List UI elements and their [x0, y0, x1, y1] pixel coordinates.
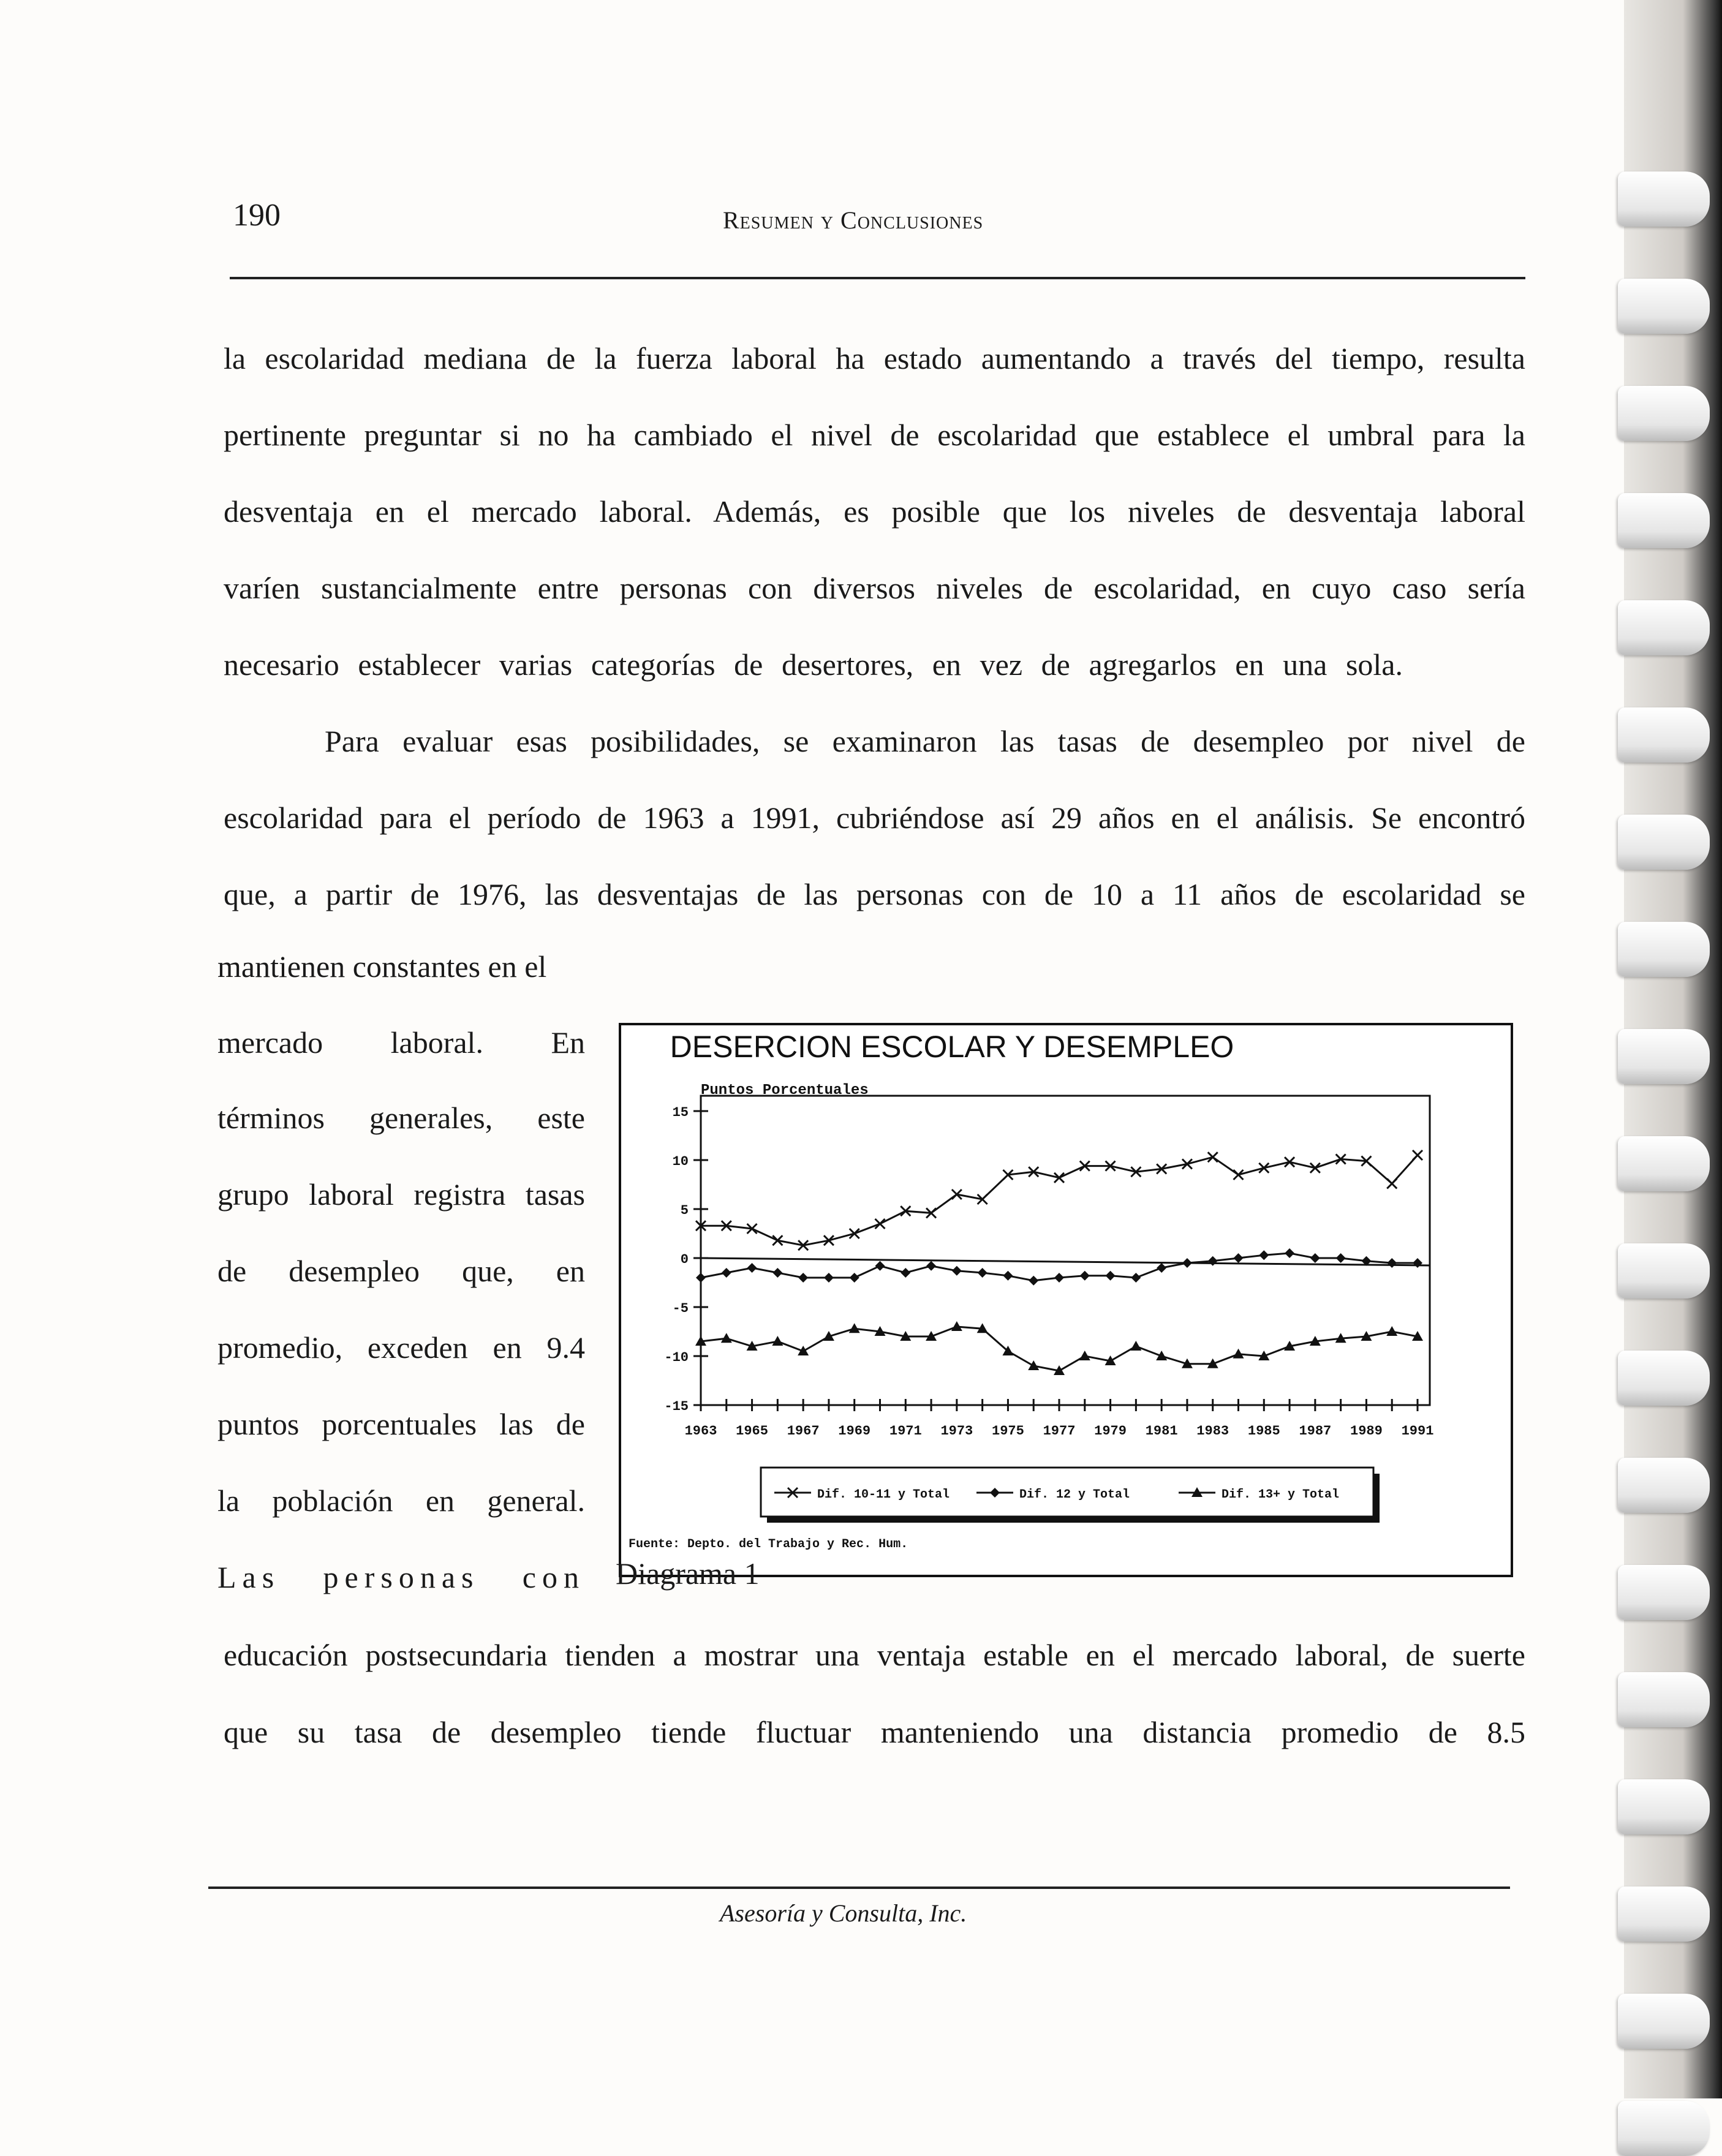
y-tick-label: 5	[680, 1203, 689, 1218]
series-2-point	[772, 1268, 782, 1278]
x-tick-label: 1977	[1043, 1423, 1076, 1439]
binding-ring	[1618, 922, 1710, 977]
series-3-point	[1028, 1360, 1039, 1370]
running-head: Resumen y Conclusiones	[723, 206, 984, 234]
binding-ring	[1618, 2101, 1710, 2156]
wrap-line: mercado laboral. En	[217, 1025, 585, 1060]
series-2-point	[978, 1268, 988, 1278]
x-tick-label: 1969	[838, 1423, 871, 1439]
legend-label-2: Dif. 12 y Total	[1019, 1488, 1130, 1502]
y-tick-label: -10	[664, 1350, 689, 1365]
series-2-point	[1234, 1253, 1244, 1263]
binding-ring	[1618, 1887, 1710, 1942]
plot-frame	[701, 1096, 1430, 1405]
series-2-point	[901, 1268, 910, 1278]
body-line: que su tasa de desempleo tiende fluctuar manteniendo una distancia promedio de 8.5	[224, 1715, 1525, 1749]
line-chart	[621, 1025, 1511, 1575]
series-2-point	[798, 1273, 808, 1283]
series-2-point	[875, 1261, 885, 1271]
body-line: escolaridad para el período de 1963 a 1991, cubriéndose así 29 años en el análisis. Se encontró	[224, 801, 1525, 835]
body-line: Para evaluar esas posibilidades, se examinaron las tasas de desempleo por nivel de	[325, 724, 1525, 758]
body-line: que, a partir de 1976, las desventajas de las personas con de 10 a 11 años de escolaridad se	[224, 877, 1525, 911]
zero-line	[701, 1258, 1430, 1265]
series-3-point	[1386, 1326, 1397, 1336]
series-2-point	[722, 1268, 731, 1278]
wrap-line: promedio, exceden en 9.4	[217, 1330, 585, 1365]
series-2-point	[1259, 1250, 1269, 1260]
series-2-point	[1208, 1256, 1218, 1266]
binding-ring	[1618, 1351, 1710, 1406]
x-tick-label: 1989	[1350, 1423, 1383, 1439]
series-2-point	[1106, 1271, 1116, 1281]
binding-ring	[1618, 1565, 1710, 1620]
series-3-point	[1079, 1351, 1090, 1360]
binding-ring	[1618, 1458, 1710, 1513]
x-tick-label: 1981	[1145, 1423, 1178, 1439]
series-2-point	[1131, 1273, 1141, 1283]
series-1-point	[875, 1219, 885, 1229]
body-line: varíen sustancialmente entre personas con diversos niveles de escolaridad, en cuyo caso sería	[224, 571, 1525, 605]
series-2-point	[1336, 1253, 1346, 1263]
chart-source: Fuente: Depto. del Trabajo y Rec. Hum.	[629, 1537, 908, 1551]
body-line: necesario establecer varias categorías de desertores, en vez de agregarlos en una sola.	[224, 647, 1403, 682]
wrap-line: de desempleo que, en	[217, 1254, 585, 1288]
binding-ring	[1618, 386, 1710, 441]
header-rule	[230, 277, 1525, 279]
series-2-point	[952, 1266, 962, 1276]
y-tick-label: -5	[672, 1301, 689, 1316]
chart-figure	[619, 1023, 1513, 1577]
x-tick-label: 1985	[1247, 1423, 1280, 1439]
binding-ring	[1618, 1994, 1710, 2049]
series-2-point	[1054, 1273, 1064, 1283]
series-3-point	[849, 1323, 860, 1333]
x-tick-label: 1967	[787, 1423, 820, 1439]
y-tick-label: 10	[672, 1154, 689, 1169]
series-1-point	[1387, 1178, 1397, 1188]
series-2-point	[1080, 1271, 1090, 1281]
y-tick-label: -15	[664, 1399, 689, 1414]
series-2-point	[1285, 1248, 1294, 1258]
footer: Asesoría y Consulta, Inc.	[720, 1899, 967, 1927]
series-2-point	[1157, 1263, 1166, 1273]
series-2-point	[1387, 1258, 1397, 1268]
legend	[761, 1468, 1380, 1523]
x-tick-label: 1991	[1401, 1423, 1434, 1439]
series-2-point	[1182, 1258, 1192, 1268]
y-tick-label: 15	[672, 1105, 689, 1120]
binding-ring	[1618, 1779, 1710, 1834]
legend-label-1: Dif. 10-11 y Total	[817, 1488, 950, 1502]
series-3-point	[721, 1333, 732, 1343]
wrap-line: puntos porcentuales las de	[217, 1407, 585, 1441]
legend-label-3: Dif. 13+ y Total	[1222, 1488, 1340, 1502]
y-axis-label: Puntos Porcentuales	[701, 1082, 869, 1099]
chart-title: DESERCION ESCOLAR Y DESEMPLEO	[670, 1030, 1234, 1064]
binding-ring	[1618, 600, 1710, 655]
series-line-1	[701, 1155, 1418, 1245]
body-line: desventaja en el mercado laboral. Además, es posible que los niveles de desventaja laboral	[224, 494, 1525, 529]
series-2-point	[1413, 1258, 1422, 1268]
x-tick-label: 1971	[889, 1423, 922, 1439]
footer-rule	[208, 1887, 1510, 1889]
series-1-point	[1413, 1150, 1422, 1160]
series-3-point	[772, 1336, 783, 1346]
series-2-point	[1003, 1271, 1013, 1281]
series-2-point	[1029, 1276, 1038, 1286]
x-tick-label: 1973	[940, 1423, 973, 1439]
x-tick-label: 1975	[992, 1423, 1024, 1439]
wrap-line: grupo laboral registra tasas	[217, 1177, 585, 1212]
figure-caption: Diagrama 1	[616, 1556, 760, 1591]
series-2-point	[850, 1273, 859, 1283]
body-line: educación postsecundaria tienden a mostrar una ventaja estable en el mercado laboral, de suerte	[224, 1638, 1525, 1672]
plot-area	[664, 1096, 1433, 1439]
x-tick-label: 1963	[684, 1423, 717, 1439]
binding-ring	[1618, 1029, 1710, 1084]
series-2-point	[747, 1263, 757, 1273]
binding-ring	[1618, 1672, 1710, 1727]
x-tick-label: 1987	[1299, 1423, 1332, 1439]
series-2-point	[696, 1273, 706, 1283]
x-tick-label: 1979	[1094, 1423, 1127, 1439]
series-line-3	[701, 1327, 1418, 1371]
binding-ring	[1618, 815, 1710, 870]
page-number: 190	[233, 198, 281, 233]
wrap-line: mantienen constantes en el	[217, 949, 547, 984]
binding-ring	[1618, 1243, 1710, 1298]
wrap-line: términos generales, este	[217, 1101, 585, 1135]
y-tick-label: 0	[680, 1252, 689, 1267]
series-2-point	[926, 1261, 936, 1271]
body-line: pertinente preguntar si no ha cambiado el nivel de escolaridad que establece el umbral para la	[224, 418, 1525, 452]
binding-ring	[1618, 172, 1710, 227]
series-2-point	[1310, 1253, 1320, 1263]
body-line: la escolaridad mediana de la fuerza laboral ha estado aumentando a través del tiempo, resulta	[224, 341, 1525, 375]
binding-ring	[1618, 493, 1710, 548]
series-3-point	[1130, 1341, 1141, 1351]
x-tick-label: 1983	[1196, 1423, 1229, 1439]
binding-ring	[1618, 707, 1710, 763]
wrap-line: la población en general.	[217, 1483, 585, 1518]
series-2-point	[824, 1273, 834, 1283]
x-tick-label: 1965	[736, 1423, 768, 1439]
wrap-line: Las personas con	[217, 1560, 585, 1594]
binding-ring	[1618, 279, 1710, 334]
binding-ring	[1618, 1136, 1710, 1191]
